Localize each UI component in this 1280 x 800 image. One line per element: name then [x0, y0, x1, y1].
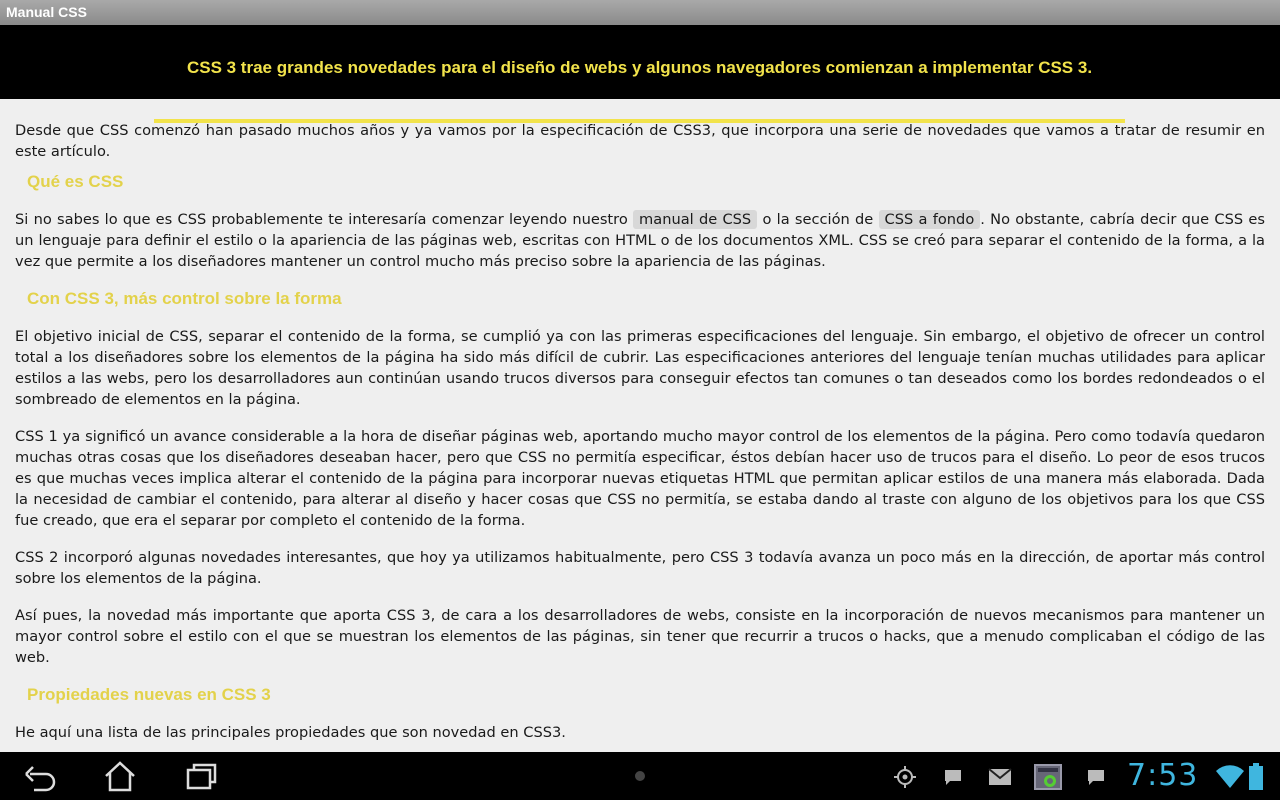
section-heading-what: Qué es CSS: [27, 172, 124, 191]
control-paragraph-3: CSS 2 incorporó algunas novedades interesantes, que hoy ya utilizamos habitualmente, pero CSS 3 todavía avanza un poco más en la dirección, de aportar más control sobre los elementos de la página.: [15, 549, 1265, 587]
section-heading-props: Propiedades nuevas en CSS 3: [27, 685, 271, 704]
home-button[interactable]: [102, 760, 138, 792]
what-paragraph: [15, 209, 1265, 272]
gps-icon: [894, 766, 916, 788]
article-title: CSS 3 trae grandes novedades para el diseño de webs y algunos navegadores comienzan a implementar CSS 3.: [186, 58, 1093, 77]
intro-paragraph: Desde que CSS comenzó han pasado muchos años y ya vamos por la especificación de CSS3, que incorpora una serie de novedades que vamos a tratar de resumir en este artículo.: [15, 122, 1265, 160]
recent-apps-icon: [184, 760, 220, 792]
props-paragraph: He aquí una lista de las principales propiedades que son novedad en CSS3.: [15, 724, 566, 741]
control-paragraph-2: CSS 1 ya significó un avance considerable a la hora de diseñar páginas web, aportando mucho mayor control de los elementos de la página. Pero como todavía quedaron muchas otras cosas que los diseñadores deseaban hacer, pero que CSS no permitía especificar, éstos debían hacer uso de trucos para el diseño. Lo peor de esos trucos es que muchas veces implica alterar el contenido de la página para incorporar nuevas etiquetas HTML que permitan aplicar estilos de una manera más elaborada. Dada la necesidad de cambiar el contenido, para alterar al diseño y hacer cosas que CSS no permitía, se estaba dando al traste con alguno de los objetivos para los que CSS fue creado, que era el separar por completo el contenido de la forma.: [15, 428, 1265, 529]
control-paragraph-1: El objetivo inicial de CSS, separar el contenido de la forma, se cumplió ya con las primeras especificaciones del lenguaje. Sin embargo, el objetivo de ofrecer un control total a los diseñadores sobre los elementos de la página ha sido más difícil de cubrir. Las especificaciones anteriores del lenguaje tenían muchas utilidades para aplicar estilos a las webs, pero los desarrolladores aun continúan usando trucos diversos para conseguir efectos tan comunes o tan deseados como los bordes redondeados o el sombreado de elementos en la página.: [15, 328, 1265, 408]
app-title-bar: [0, 0, 1280, 25]
wifi-icon: [1216, 765, 1244, 789]
talk-icon: [1086, 767, 1106, 787]
mail-icon: [988, 768, 1012, 786]
recent-apps-button[interactable]: [184, 760, 220, 792]
what-text-a: Si no sabes lo que es CSS probablemente te interesaría comenzar leyendo nuestro: [15, 211, 634, 228]
manual-css-link[interactable]: manual de CSS: [633, 210, 757, 229]
battery-icon: [1248, 763, 1264, 791]
css-a-fondo-link[interactable]: CSS a fondo: [879, 210, 981, 229]
back-icon: [22, 760, 58, 792]
what-text-c: . No obstante, cabría decir que CSS es un lenguaje para definir el estilo o la apariencia de las páginas web, escritas con HTML o de los documentos XML. CSS se creó para separar el contenido de la forma, a la vez que permite a los diseñadores mantener un control mucho más preciso sobre la apariencia de las páginas.: [15, 211, 1265, 270]
menu-dot-icon[interactable]: [635, 771, 645, 781]
chat-icon: [943, 767, 963, 787]
status-clock: 7:53: [1127, 758, 1199, 793]
screenshot-app-icon: [1034, 764, 1062, 790]
system-navigation-bar: [0, 752, 1280, 800]
back-button[interactable]: [22, 760, 58, 792]
app-title: Manual CSS: [6, 4, 87, 20]
article-header: [0, 25, 1280, 99]
home-icon: [102, 760, 138, 792]
what-text-b: o la sección de: [757, 211, 879, 228]
control-paragraph-4: Así pues, la novedad más importante que aporta CSS 3, de cara a los desarrolladores de webs, consiste en la incorporación de nuevos mecanismos para mantener un mayor control sobre el estilo con el que se muestran los elementos de las páginas, sin tener que recurrir a trucos o hacks, que a menudo complicaban el código de las web.: [15, 607, 1265, 666]
section-heading-control: Con CSS 3, más control sobre la forma: [27, 289, 342, 308]
article-content[interactable]: [15, 99, 1265, 752]
